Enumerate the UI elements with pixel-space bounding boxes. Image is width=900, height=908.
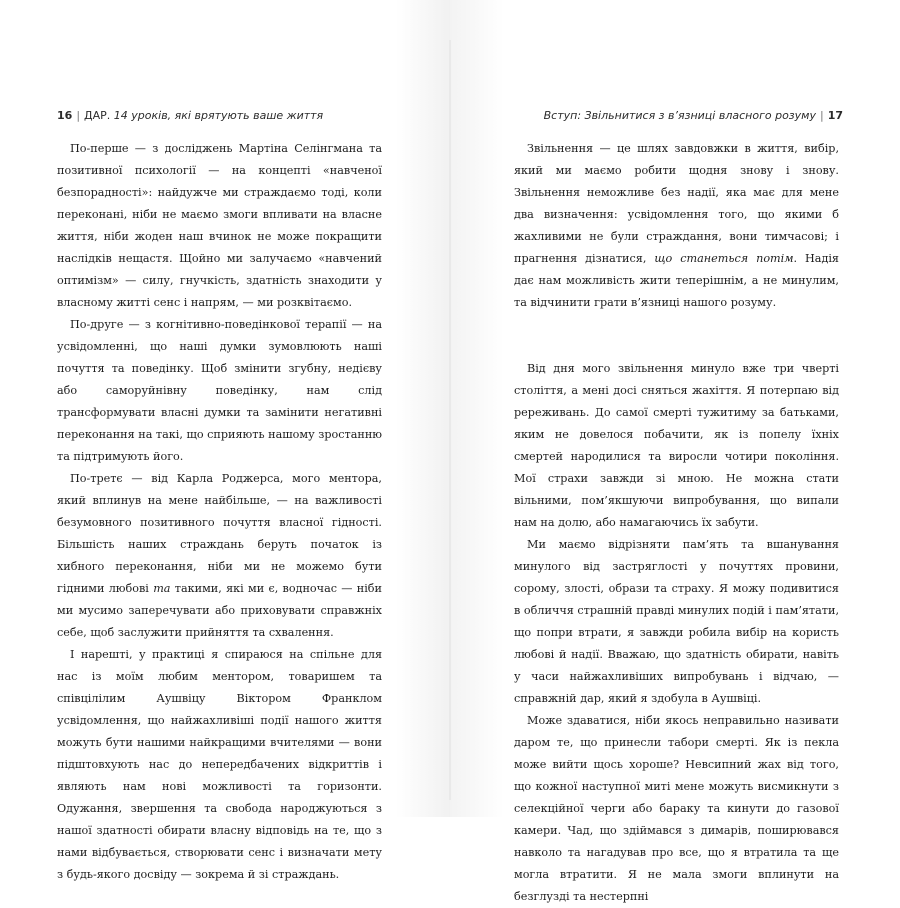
paragraph: І нарешті, у практиці я спираюся на спільне для нас із моїм любим ментором, товаришем та співцілілим Аушвіцу Віктором Франклом усвідомлення, що найжахливіші події нашого життя можуть бути нашими найкращими вчителями — вони підштовхують нас до непередбачених відкриттів і являють нам нові можливості та горизонти. Одужання, звершення та свобода народжуються з нашої здатності обирати власну відповідь на те, що з нами відбувається, створювати сенс і визначати мету з будь-якого досвіду — зокрема й зі страждань.	[57, 648, 382, 881]
right-running-head	[544, 109, 843, 123]
paragraph-text: Звільнення — це шлях завдовжки в життя, вибір, який ми маємо робити щодня знову і знову. Звільнення неможливе без надії, яка має для мене два визначення: усвідомлення того, що якими б жахливими не були страждання, вони тимчасові; і прагнення дізнатися,	[514, 142, 839, 265]
paragraph: Від дня мого звільнення минуло вже три чверті століття, а мені досі сняться жахіття. Я потерпаю від ререживань. До самої смерті тужитиму за батьками, яким не довелося побачити, як із попелу їхніх смертей народилися та виросли чотири покоління. Мої страхи завжди зі мною. Не можна стати вільними, пом’якшуючи випробування, що випали нам на долю, або намагаючись їх забути.	[514, 362, 839, 529]
left-page-number: 16	[57, 109, 73, 122]
paragraph	[514, 138, 839, 314]
left-running-head	[57, 109, 323, 123]
book-subtitle: 14 уроків, які врятують ваше життя	[113, 109, 324, 122]
emphasis: що станеться потім	[654, 252, 794, 265]
book-title: ДАР.	[84, 109, 111, 122]
left-body-text	[57, 138, 382, 886]
paragraph-text: такими, які ми є, водночас — ніби ми мусимо заперечувати або приховувати справжніх себе, щоб заслужити прийняття та схвалення.	[57, 582, 382, 639]
right-header-separator: |	[819, 109, 824, 122]
emphasis: та	[153, 582, 171, 595]
chapter-title: Вступ: Звільнитися з в’язниці власного розуму	[543, 109, 816, 122]
paragraph: По-перше — з досліджень Мартіна Селінгмана та позитивної психології — на концепті «навченої безпорадності»: найдужче ми страждаємо тоді, коли переконані, ніби не маємо змоги впливати на власне життя, ніби жоден наш вчинок не може покращити наслідків нещастя. Щойно ми залучаємо «навчений оптимізм» — силу, гнучкість, здатність знаходити у власному житті сенс і напрям, — ми розквітаємо.	[57, 142, 382, 309]
paragraph-text: . Надія дає нам можливість жити теперішнім, а не минулим, та відчинити грати в’язниці нашого розуму.	[514, 252, 839, 309]
left-header-separator: |	[76, 109, 81, 122]
right-page-number: 17	[827, 109, 843, 122]
book-gutter	[449, 40, 451, 800]
paragraph: Ми маємо відрізняти пам’ять та вшанування минулого від застряглості у почуттях провини, сорому, злості, образи та страху. Я можу подивитися в обличчя страшній правді минулих подій і пам’ятати, що попри втрати, я завжди робила вибір на користь любові й надії. Вважаю, що здатність обирати, навіть у часи найжахливіших випробувань і відчаю, — справжній дар, який я здобула в Аушвіці.	[514, 538, 839, 705]
paragraph: Може здаватися, ніби якось неправильно називати даром те, що принесли табори смерті. Як із пекла може вийти щось хороше? Невсипний жах від того, що кожної наступної миті мене можуть висмикнути з селекційної черги або бараку та кинути до газової камери. Чад, що здіймався з димарів, поширювався навколо та нагадував про все, що я втратила та ще могла втратити. Я не мала змоги вплинути на безглузді та нестерпні	[514, 714, 839, 903]
paragraph: По-друге — з когнітивно-поведінкової терапії — на усвідомленні, що наші думки зумовлюють наші почуття та поведінку. Щоб змінити згубну, недієву або саморуйнівну поведінку, нам слід трансформувати власні думки та замінити негативні переконання на такі, що сприяють нашому зростанню та підтримують його.	[57, 318, 383, 463]
paragraph-text: По-третє — від Карла Роджерса, мого ментора, який вплинув на мене найбільше, — на важливості безумовного позитивного почуття власної гідності. Більшість наших страждань беруть початок із хибного переконання, ніби ми не можемо бути гідними любові	[57, 472, 382, 595]
paragraph	[57, 468, 382, 644]
right-body-text	[514, 138, 839, 908]
